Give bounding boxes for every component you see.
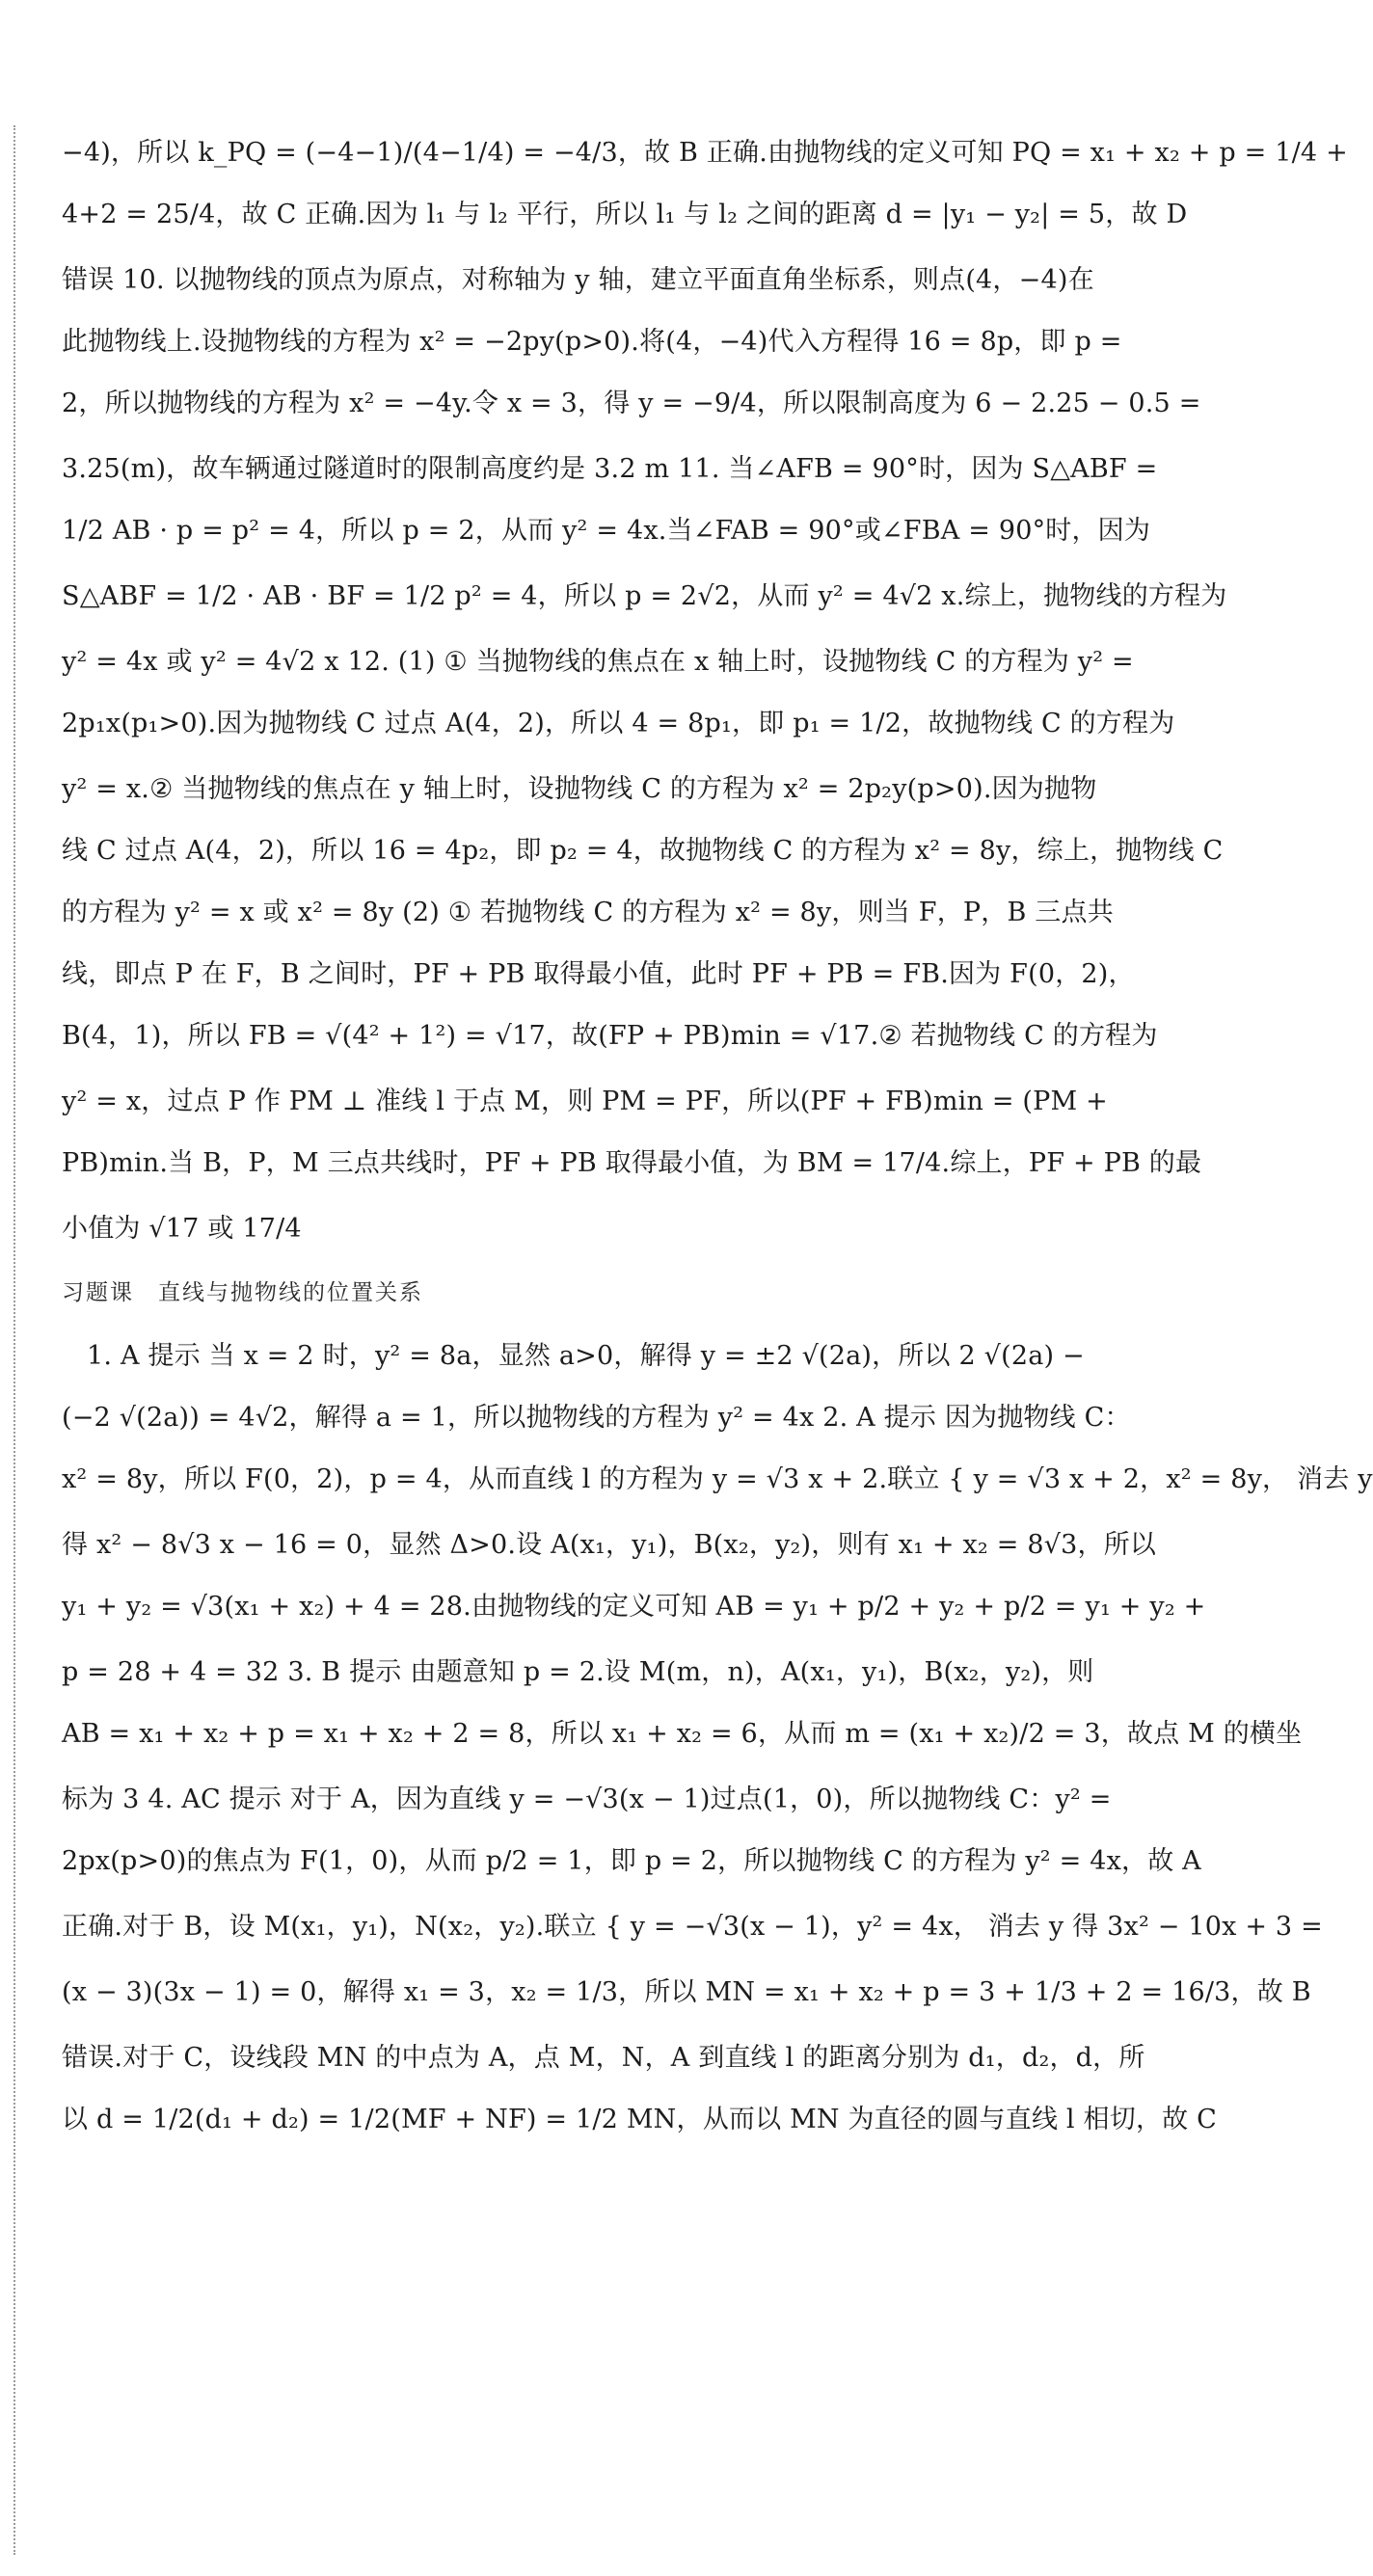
text-line: 的方程为 y² = x 或 x² = 8y (2) ① 若抛物线 C 的方程为 x² = 8y，则当 F，P，B 三点共 (62, 898, 1114, 927)
text-line: y² = 4x 或 y² = 4√2 x 12. (1) ① 当抛物线的焦点在 x 轴上时，设抛物线 C 的方程为 y² = (62, 647, 1134, 677)
text-line: PB)min.当 B，P，M 三点共线时，PF + PB 取得最小值，为 BM = 17/4.综上，PF + PB 的最 (62, 1148, 1202, 1178)
text-line: 线 C 过点 A(4，2)，所以 16 = 4p₂，即 p₂ = 4，故抛物线 C 的方程为 x² = 8y，综上，抛物线 C (62, 836, 1224, 866)
text-line: 2p₁x(p₁>0).因为抛物线 C 过点 A(4，2)，所以 4 = 8p₁，即 p₁ = 1/2，故抛物线 C 的方程为 (62, 709, 1175, 738)
margin-dotted-rule (13, 125, 15, 2555)
text-line: y₁ + y₂ = √3(x₁ + x₂) + 4 = 28.由抛物线的定义可知 AB = y₁ + p/2 + y₂ + p/2 = y₁ + y₂ + (62, 1592, 1206, 1622)
text-line: y² = x，过点 P 作 PM ⊥ 准线 l 于点 M，则 PM = PF，所以(PF + FB)min = (PM + (62, 1087, 1108, 1116)
text-line: 1. A 提示 当 x = 2 时，y² = 8a，显然 a>0，解得 y = ±2 √(2a)，所以 2 √(2a) − (87, 1341, 1085, 1371)
text-line: AB = x₁ + x₂ + p = x₁ + x₂ + 2 = 8，所以 x₁ + x₂ = 6，从而 m = (x₁ + x₂)/2 = 3，故点 M 的横坐 (62, 1719, 1303, 1749)
text-line: 错误.对于 C，设线段 MN 的中点为 A，点 M，N，A 到直线 l 的距离分别为 d₁，d₂，d，所 (62, 2043, 1145, 2073)
text-line: 小值为 √17 或 17/4 (62, 1214, 302, 1244)
text-line: 1/2 AB · p = p² = 4，所以 p = 2，从而 y² = 4x.当∠FAB = 90°或∠FBA = 90°时，因为 (62, 516, 1151, 546)
text-line: 3.25(m)，故车辆通过隧道时的限制高度约是 3.2 m 11. 当∠AFB = 90°时，因为 S△ABF = (62, 454, 1158, 484)
text-line: 正确.对于 B，设 M(x₁，y₁)，N(x₂，y₂).联立 { y = −√3(x − 1)，y² = 4x， 消去 y 得 3x² − 10x + 3 = (62, 1912, 1323, 1942)
text-line: x² = 8y，所以 F(0，2)，p = 4，从而直线 l 的方程为 y = √3 x + 2.联立 { y = √3 x + 2，x² = 8y， 消去 y (62, 1464, 1373, 1494)
text-line: 线，即点 P 在 F，B 之间时，PF + PB 取得最小值，此时 PF + PB = FB.因为 F(0，2)， (62, 959, 1135, 989)
text-line: 以 d = 1/2(d₁ + d₂) = 1/2(MF + NF) = 1/2 MN，从而以 MN 为直径的圆与直线 l 相切，故 C (62, 2105, 1217, 2134)
text-line: 2，所以抛物线的方程为 x² = −4y.令 x = 3，得 y = −9/4，所以限制高度为 6 − 2.25 − 0.5 = (62, 389, 1201, 418)
text-line: B(4，1)，所以 FB = √(4² + 1²) = √17，故(FP + PB)min = √17.② 若抛物线 C 的方程为 (62, 1021, 1158, 1051)
solution-text-block (62, 135, 1373, 2163)
text-line: (−2 √(2a)) = 4√2，解得 a = 1，所以抛物线的方程为 y² = 4x 2. A 提示 因为抛物线 C： (62, 1403, 1131, 1433)
text-line: −4)，所以 k_PQ = (−4−1)/(4−1/4) = −4/3，故 B 正确.由抛物线的定义可知 PQ = x₁ + x₂ + p = 1/4 + (62, 138, 1348, 168)
text-line: 此抛物线上.设抛物线的方程为 x² = −2py(p>0).将(4，−4)代入方程得 16 = 8p，即 p = (62, 327, 1122, 357)
text-line: 错误 10. 以抛物线的顶点为原点，对称轴为 y 轴，建立平面直角坐标系，则点(4，−4)在 (62, 265, 1094, 295)
text-line: (x − 3)(3x − 1) = 0，解得 x₁ = 3，x₂ = 1/3，所以 MN = x₁ + x₂ + p = 3 + 1/3 + 2 = 16/3，故 B (62, 1977, 1311, 2007)
text-line: 4+2 = 25/4，故 C 正确.因为 l₁ 与 l₂ 平行，所以 l₁ 与 l₂ 之间的距离 d = |y₁ − y₂| = 5，故 D (62, 200, 1188, 229)
section-title: 习题课 直线与抛物线的位置关系 (62, 1280, 423, 1305)
text-line: 标为 3 4. AC 提示 对于 A，因为直线 y = −√3(x − 1)过点(1，0)，所以抛物线 C：y² = (62, 1784, 1112, 1814)
text-line: y² = x.② 当抛物线的焦点在 y 轴上时，设抛物线 C 的方程为 x² = 2p₂y(p>0).因为抛物 (62, 774, 1097, 804)
text-line: p = 28 + 4 = 32 3. B 提示 由题意知 p = 2.设 M(m，n)，A(x₁，y₁)，B(x₂，y₂)，则 (62, 1657, 1094, 1687)
text-line: 得 x² − 8√3 x − 16 = 0，显然 Δ>0.设 A(x₁，y₁)，B(x₂，y₂)，则有 x₁ + x₂ = 8√3，所以 (62, 1530, 1157, 1560)
text-line: 2px(p>0)的焦点为 F(1，0)，从而 p/2 = 1，即 p = 2，所以抛物线 C 的方程为 y² = 4x，故 A (62, 1846, 1201, 1876)
text-line: S△ABF = 1/2 · AB · BF = 1/2 p² = 4，所以 p = 2√2，从而 y² = 4√2 x.综上，抛物线的方程为 (62, 581, 1227, 611)
